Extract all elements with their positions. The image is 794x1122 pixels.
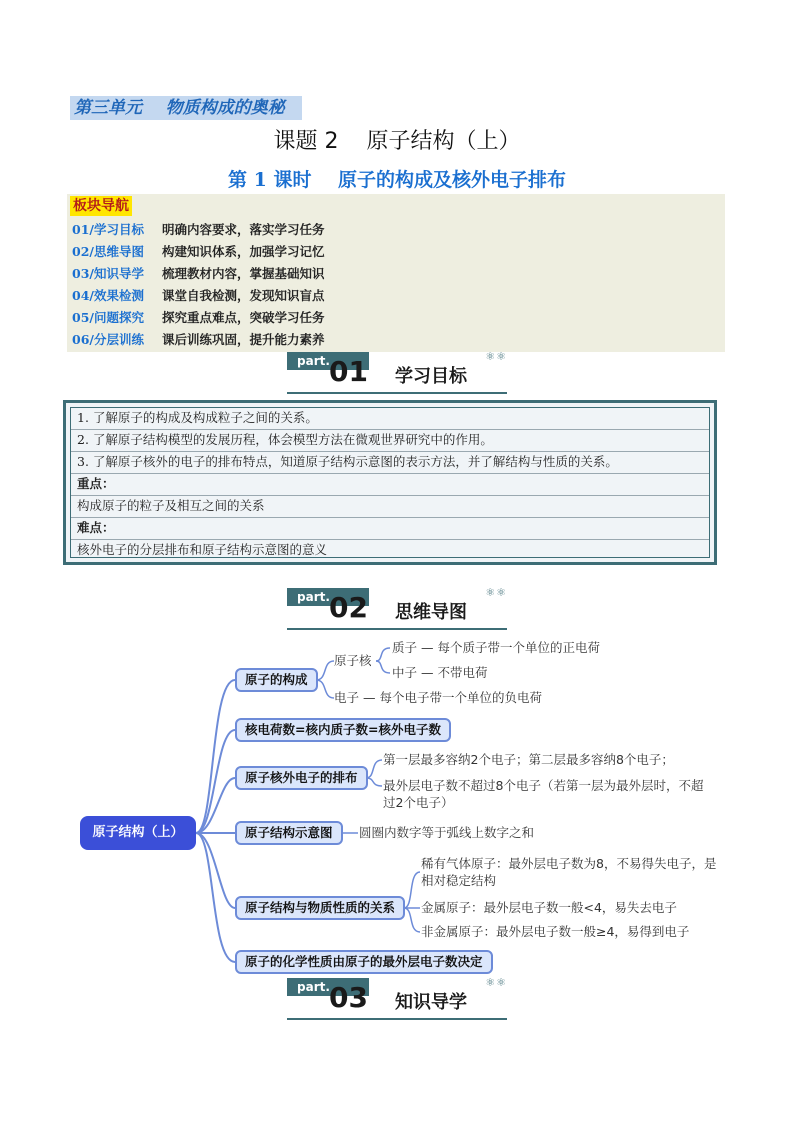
connector xyxy=(404,908,420,932)
objective-item: 1. 了解原子的构成及构成粒子之间的关系。 xyxy=(77,410,318,425)
key-point-text: 构成原子的粒子及相互之间的关系 xyxy=(77,498,265,513)
branch-chemical-property: 原子的化学性质由原子的最外层电子数决定 xyxy=(235,950,493,974)
connector xyxy=(316,661,334,680)
branch-charge-equality: 核电荷数=核内质子数=核外电子数 xyxy=(235,718,451,742)
mindmap-root: 原子结构（上） xyxy=(80,816,196,850)
connector xyxy=(196,833,235,908)
molecule-icon: ⚛⚛ xyxy=(485,586,507,599)
part-tag: part. xyxy=(287,352,369,370)
part-tag: part. xyxy=(287,978,369,996)
connector xyxy=(316,680,334,698)
part-number: 01 xyxy=(329,355,368,388)
leaf-proton: 质子 — 每个质子带一个单位的正电荷 xyxy=(392,640,600,655)
connector xyxy=(404,872,420,908)
part-underline xyxy=(287,1018,507,1020)
nav-code: 02/思维导图 xyxy=(72,244,144,259)
branch-atom-composition: 原子的构成 xyxy=(235,668,318,692)
lesson-title: 课题 2 原子结构（上） xyxy=(273,129,521,154)
branch-electron-arrangement: 原子核外电子的排布 xyxy=(235,766,368,790)
part-title: 知识导学 xyxy=(395,992,467,1013)
part-title: 学习目标 xyxy=(395,366,467,387)
molecule-icon: ⚛⚛ xyxy=(485,976,507,989)
connector xyxy=(196,833,235,962)
leaf-noble-gas: 稀有气体原子：最外层电子数为8，不易得失电子，是 xyxy=(421,856,717,871)
branch-structure-property: 原子结构与物质性质的关系 xyxy=(235,896,405,920)
nav-desc: 课后训练巩固，提升能力素养 xyxy=(162,332,325,347)
leaf-metal: 金属原子：最外层电子数一般<4，易失去电子 xyxy=(421,900,677,915)
session-title: 第 1 课时 原子的构成及核外电子排布 xyxy=(228,169,566,191)
navigation-heading: 板块导航 xyxy=(70,196,132,216)
objective-item: 3. 了解原子核外的电子的排布特点，知道原子结构示意图的表示方法，并了解结构与性质的关系。 xyxy=(77,454,618,469)
leaf-layer-rule-2-cont: 过2个电子） xyxy=(383,795,454,810)
leaf-electron: 电子 — 每个电子带一个单位的负电荷 xyxy=(334,690,542,705)
connector xyxy=(376,661,390,673)
nav-code: 04/效果检测 xyxy=(72,288,144,303)
part-title: 思维导图 xyxy=(395,602,467,623)
connector xyxy=(366,760,382,778)
connector xyxy=(376,648,390,661)
leaf-layer-rule-1: 第一层最多容纳2个电子；第二层最多容纳8个电子； xyxy=(383,752,674,767)
molecule-icon: ⚛⚛ xyxy=(485,350,507,363)
unit-title: 第三单元 物质构成的奥秘 xyxy=(70,96,302,120)
nav-code: 03/知识导学 xyxy=(72,266,144,281)
leaf-layer-rule-2: 最外层电子数不超过8个电子（若第一层为最外层时，不超 xyxy=(383,778,704,793)
nav-desc: 构建知识体系，加强学习记忆 xyxy=(162,244,325,259)
objective-item: 2. 了解原子结构模型的发展历程，体会模型方法在微观世界研究中的作用。 xyxy=(77,432,493,447)
part-header-03 xyxy=(287,978,507,1020)
leaf-nonmetal: 非金属原子：最外层电子数一般≥4，易得到电子 xyxy=(421,924,690,939)
branch-structure-diagram: 原子结构示意图 xyxy=(235,821,343,845)
nav-desc: 梳理教材内容，掌握基础知识 xyxy=(162,266,325,281)
connector xyxy=(366,778,382,786)
nav-desc: 课堂自我检测，发现知识盲点 xyxy=(162,288,325,303)
nav-desc: 探究重点难点，突破学习任务 xyxy=(162,310,325,325)
nav-code: 01/学习目标 xyxy=(72,222,144,237)
part-number: 02 xyxy=(329,591,368,624)
leaf-neutron: 中子 — 不带电荷 xyxy=(392,665,488,680)
key-point-label: 重点： xyxy=(77,476,115,491)
leaf-diagram-rule: 圆圈内数字等于弧线上数字之和 xyxy=(359,825,535,840)
part-tag: part. xyxy=(287,588,369,606)
part-number: 03 xyxy=(329,981,368,1014)
leaf-nucleus: 原子核 xyxy=(334,653,372,668)
leaf-noble-gas-cont: 相对稳定结构 xyxy=(421,873,497,888)
nav-code: 05/问题探究 xyxy=(72,310,144,325)
difficulty-label: 难点： xyxy=(77,520,115,535)
difficulty-text: 核外电子的分层排布和原子结构示意图的意义 xyxy=(77,542,328,557)
nav-code: 06/分层训练 xyxy=(72,332,144,347)
nav-desc: 明确内容要求，落实学习任务 xyxy=(162,222,325,237)
